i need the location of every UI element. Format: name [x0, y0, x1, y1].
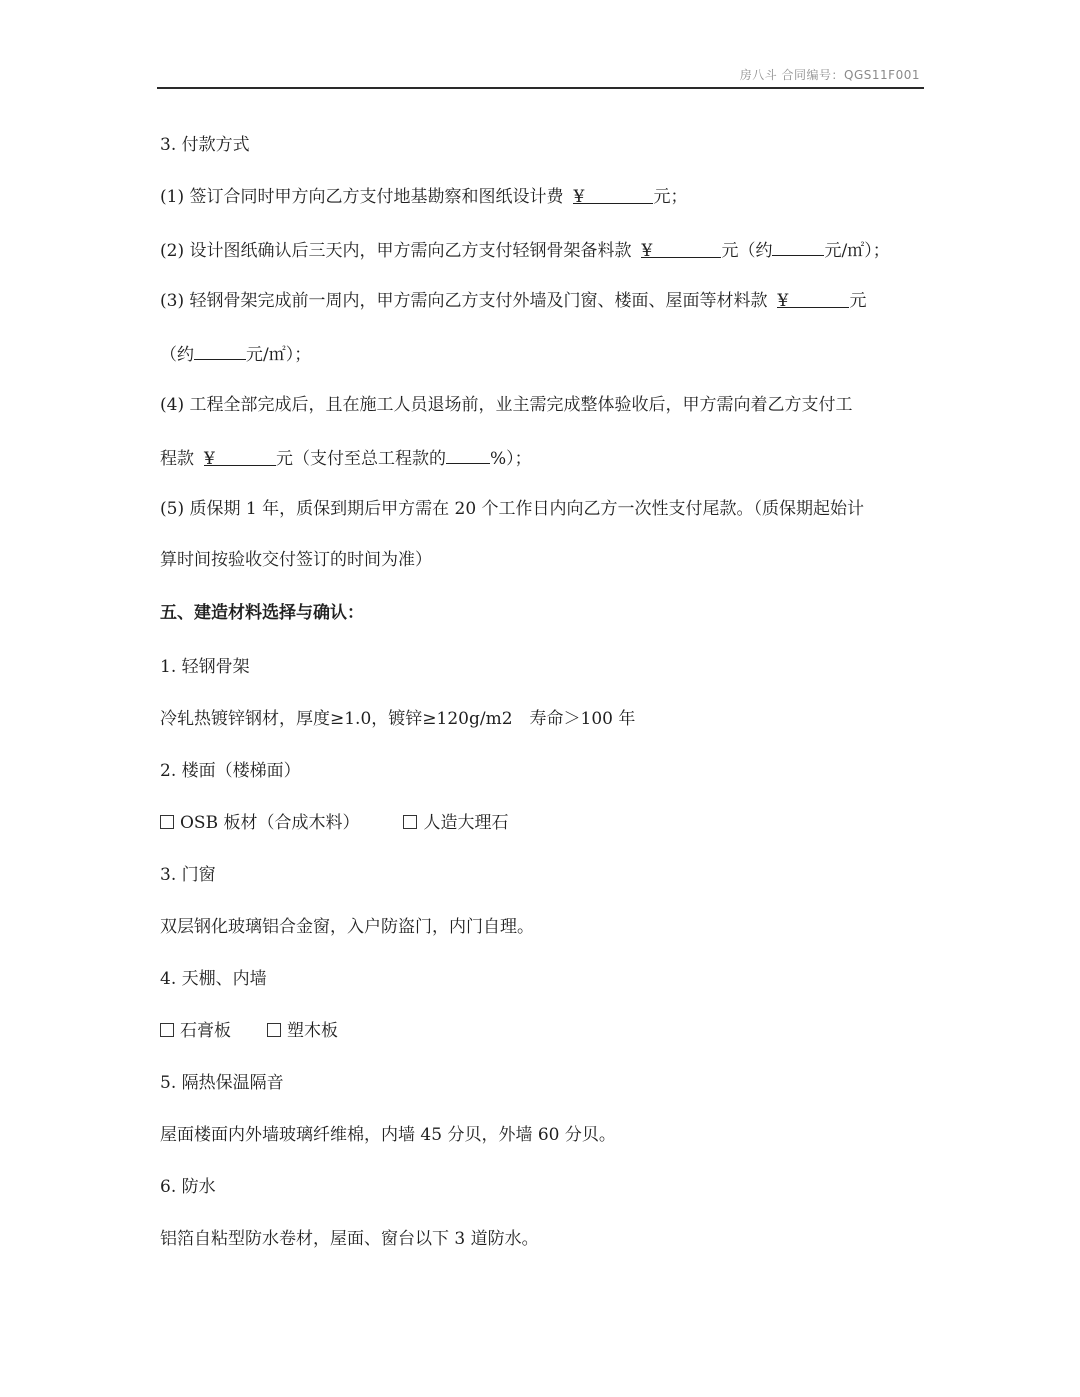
material-5-text: 屋面楼面内外墙玻璃纤维棉，内墙 45 分贝，外墙 60 分贝。 — [160, 1125, 616, 1145]
material-4-options — [160, 1019, 338, 1043]
payment-item-1: (1) 签订合同时甲方向乙方支付地基勘察和图纸设计费 ¥ 元； — [160, 187, 688, 207]
amount-blank[interactable]: ¥ — [573, 185, 653, 204]
document-header: 房八斗 合同编号：QGS11F001 — [739, 68, 920, 82]
unit-price-blank[interactable] — [772, 237, 824, 256]
option-label: 塑木板 — [287, 1021, 338, 1041]
material-6-text: 铝箔自粘型防水卷材，屋面、窗台以下 3 道防水。 — [160, 1229, 539, 1249]
percent-blank[interactable] — [446, 445, 490, 464]
payment-item-3-text: (3) 轻钢骨架完成前一周内，甲方需向乙方支付外墙及门窗、楼面、屋面等材料款 — [160, 291, 768, 311]
header-divider — [157, 87, 924, 89]
material-6-title: 6. 防水 — [160, 1177, 216, 1197]
checkbox[interactable] — [403, 815, 417, 829]
material-4-title: 4. 天棚、内墙 — [160, 969, 267, 989]
material-3-title: 3. 门窗 — [160, 865, 216, 885]
section-5-title: 五、建造材料选择与确认： — [160, 603, 364, 623]
material-2-title: 2. 楼面（楼梯面） — [160, 761, 301, 781]
amount-blank[interactable]: ¥ — [204, 447, 276, 466]
payment-item-1-text: (1) 签订合同时甲方向乙方支付地基勘察和图纸设计费 — [160, 187, 564, 207]
material-1-text: 冷轧热镀锌钢材，厚度≥1.0，镀锌≥120g/m2 寿命＞100 年 — [160, 709, 636, 729]
payment-item-2-text: (2) 设计图纸确认后三天内，甲方需向乙方支付轻钢骨架备料款 — [160, 241, 632, 261]
payment-item-4-line1: (4) 工程全部完成后，且在施工人员退场前，业主需完成整体验收后，甲方需向着乙方支付工 — [160, 395, 853, 415]
option-label: 石膏板 — [180, 1021, 231, 1041]
checkbox[interactable] — [267, 1023, 281, 1037]
material-1-title: 1. 轻钢骨架 — [160, 657, 250, 677]
material-2-options — [160, 811, 508, 835]
unit-price-blank[interactable] — [194, 341, 246, 360]
payment-item-2: (2) 设计图纸确认后三天内，甲方需向乙方支付轻钢骨架备料款 ¥ 元（约 元/㎡）； — [160, 237, 890, 261]
payment-title: 3. 付款方式 — [160, 135, 250, 155]
amount-blank[interactable]: ¥ — [777, 289, 849, 308]
payment-item-5-line1: (5) 质保期 1 年，质保到期后甲方需在 20 个工作日内向乙方一次性支付尾款。（质保期起始计 — [160, 499, 865, 519]
payment-item-4-line2: 程款 ¥ 元（支付至总工程款的 %）； — [160, 445, 532, 469]
option-label: OSB 板材（合成木料） — [180, 813, 360, 833]
payment-item-3-line1: (3) 轻钢骨架完成前一周内，甲方需向乙方支付外墙及门窗、楼面、屋面等材料款 ¥ 元 — [160, 291, 867, 311]
payment-item-3-line2: （约 元/㎡）； — [160, 341, 311, 365]
payment-item-5-line2: 算时间按验收交付签订的时间为准） — [160, 550, 432, 570]
material-5-title: 5. 隔热保温隔音 — [160, 1073, 284, 1093]
option-label: 人造大理石 — [423, 813, 509, 833]
material-3-text: 双层钢化玻璃铝合金窗，入户防盗门，内门自理。 — [160, 917, 534, 937]
checkbox[interactable] — [160, 815, 174, 829]
amount-blank[interactable]: ¥ — [641, 239, 721, 258]
checkbox[interactable] — [160, 1023, 174, 1037]
